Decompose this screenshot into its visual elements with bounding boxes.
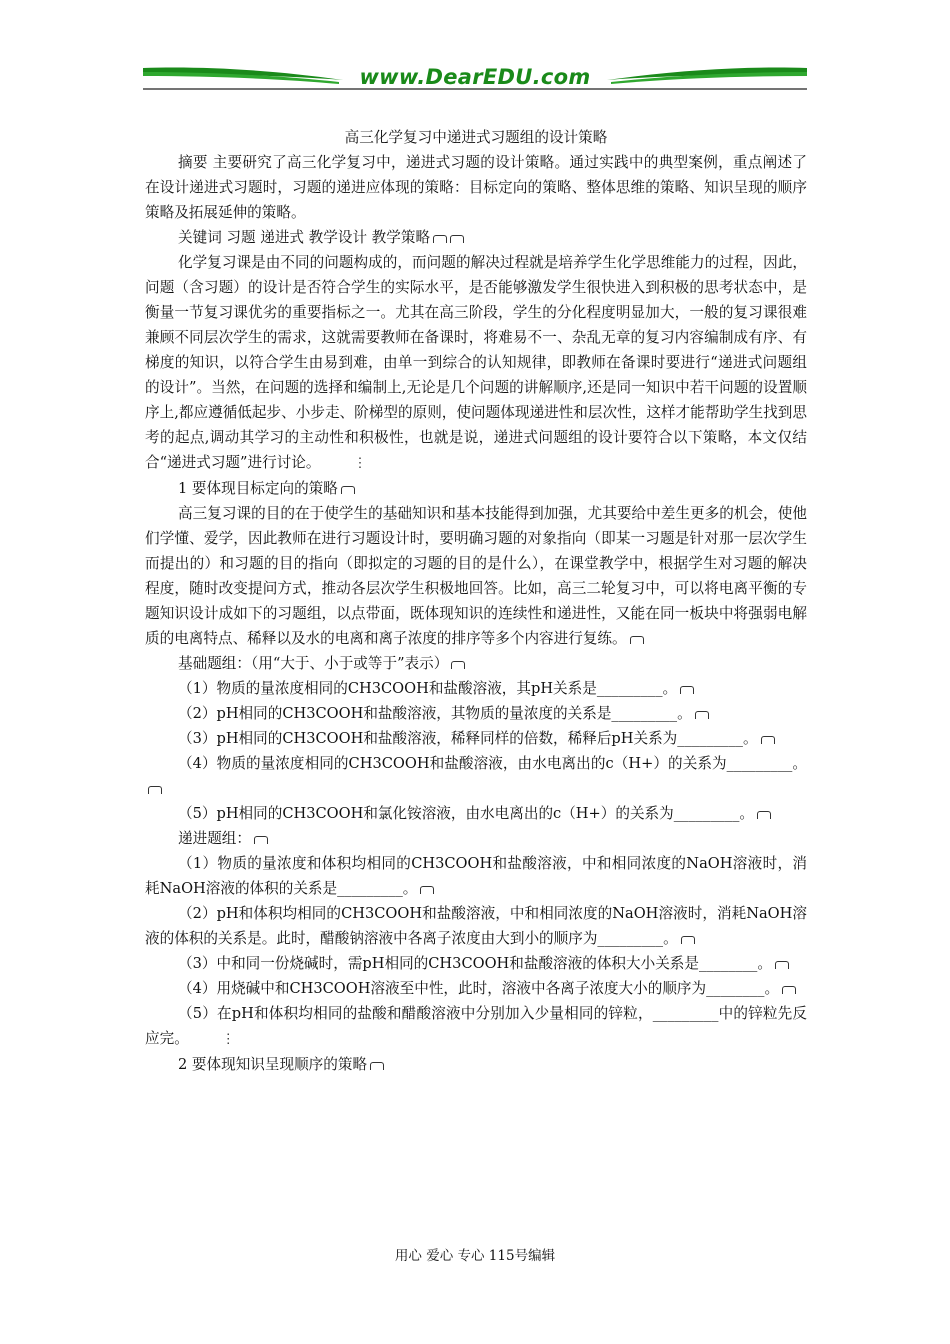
paragraph-mark-icon (450, 235, 464, 243)
question-item: （5）pH相同的CH3COOH和氯化铵溶液，由水电离出的c（H+）的关系为_________。 (145, 801, 807, 826)
paragraph-mark-icon (761, 736, 775, 744)
question-item: （3）中和同一份烧碱时，需pH相同的CH3COOH和盐酸溶液的体积大小关系是________。 (145, 951, 807, 976)
document-body (145, 126, 807, 1077)
question-item: （5）在pH和体积均相同的盐酸和醋酸溶液中分别加入少量相同的锌粒，_________中的锌粒先反应完。 ⋮ (145, 1001, 807, 1052)
abstract-paragraph: 摘要 主要研究了高三化学复习中，递进式习题的设计策略。通过实践中的典型案例，重点阐述了在设计递进式习题时，习题的递进应体现的策略：目标定向的策略、整体思维的策略、知识呈现的顺序策略及拓展延伸的策略。 (145, 154, 807, 221)
site-header (143, 62, 807, 94)
section-heading: 1 要体现目标定向的策略 (145, 476, 807, 501)
paragraph-mark-icon (433, 235, 447, 243)
paragraph-mark-icon (420, 886, 434, 894)
paragraph-mark-icon (757, 811, 771, 819)
vertical-dots-icon: ⋮ (353, 456, 367, 471)
paragraph-mark-icon (680, 686, 694, 694)
paragraph-mark-icon (254, 836, 268, 844)
question-item: （4）用烧碱中和CH3COOH溶液至中性，此时，溶液中各离子浓度大小的顺序为________。 (145, 976, 807, 1001)
section-heading: 2 要体现知识呈现顺序的策略 (145, 1052, 807, 1077)
question-item: （2）pH相同的CH3COOH和盐酸溶液，其物质的量浓度的关系是_________。 (145, 701, 807, 726)
question-item: （1）物质的量浓度相同的CH3COOH和盐酸溶液，其pH关系是_________。 (145, 676, 807, 701)
intro-paragraph: 化学复习课是由不同的问题构成的，而问题的解决过程就是培养学生化学思维能力的过程，因此，问题（含习题）的设计是否符合学生的实际水平，是否能够激发学生很快进入到积极的思考状态中，是衡量一节复习课优劣的重要指标之一。尤其在高三阶段，学生的分化程度明显加大，一般的复习课很难兼顾不同层次学生的需求，这就需要教师在备课时，将难易不一、杂乱无章的复习内容编制成有序、有梯度的知识，以符合学生由易到难，由单一到综合的认知规律，即教师在备课时要进行“递进式问题组的设计”。当然，在问题的选择和编制上,无论是几个问题的讲解顺序,还是同一知识中若干问题的设置顺序上,都应遵循低起步、小步走、阶梯型的原则，使问题体现递进性和层次性，这样才能帮助学生找到思考的起点,调动其学习的主动性和积极性，也就是说，递进式问题组的设计要符合以下策略，本文仅结合“递进式习题”进行讨论。 ⋮ (145, 250, 807, 476)
paragraph-mark-icon (681, 936, 695, 944)
paragraph-mark-icon (782, 986, 796, 994)
paragraph-mark-icon (630, 636, 644, 644)
paragraph-mark-icon (148, 786, 162, 794)
paragraph-mark-icon (775, 961, 789, 969)
question-item: （2）pH和体积均相同的CH3COOH和盐酸溶液，中和相同浓度的NaOH溶液时，消耗NaOH溶液的体积的关系是。此时，醋酸钠溶液中各离子浓度由大到小的顺序为_________。 (145, 905, 807, 947)
question-item: （4）物质的量浓度相同的CH3COOH和盐酸溶液，由水电离出的c（H+）的关系为_________。 (145, 751, 807, 801)
paragraph-mark-icon (451, 661, 465, 669)
paragraph-mark-icon (341, 486, 355, 494)
site-logo-text[interactable]: www.DearEDU.com (359, 65, 591, 89)
section1-paragraph: 高三复习课的目的在于使学生的基础知识和基本技能得到加强，尤其要给中差生更多的机会，使他们学懂、爱学，因此教师在进行习题设计时，要明确习题的对象指向（即某一习题是针对那一层次学生而提出的）和习题的目的指向（即拟定的习题的目的是什么），在课堂教学中，根据学生对习题的解决程度，随时改变提问方式，推动各层次学生积极地回答。比如，高三二轮复习中，可以将电离平衡的专题知识设计成如下的习题组，以点带面，既体现知识的连续性和递进性，又能在同一板块中将强弱电解质的电离特点、稀释以及水的电离和离子浓度的排序等多个内容进行复练。 (145, 505, 807, 647)
vertical-dots-icon: ⋮ (221, 1032, 235, 1047)
keywords-paragraph: 关键词 习题 递进式 教学设计 教学策略 (145, 225, 807, 250)
page-title: 高三化学复习中递进式习题组的设计策略 (344, 129, 608, 146)
advanced-group-title: 递进题组： (145, 826, 807, 851)
question-item: （1）物质的量浓度和体积均相同的CH3COOH和盐酸溶液，中和相同浓度的NaOH溶液时，消耗NaOH溶液的体积的关系是_________。 (145, 855, 807, 897)
basic-group-title: 基础题组：（用“大于、小于或等于”表示） (145, 651, 807, 676)
paragraph-mark-icon (370, 1062, 384, 1070)
question-item: （3）pH相同的CH3COOH和盐酸溶液，稀释同样的倍数，稀释后pH关系为_________。 (145, 726, 807, 751)
paragraph-mark-icon (695, 711, 709, 719)
page-footer: 用心 爱心 专心 115号编辑 (394, 1248, 556, 1264)
